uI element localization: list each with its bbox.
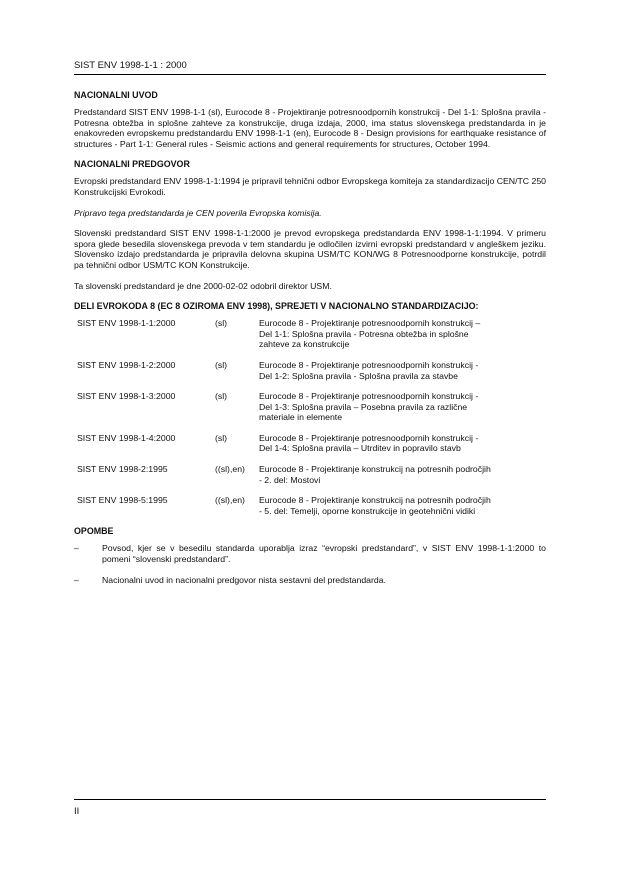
- title-line: Del 1-4: Splošna pravila – Utrditev in popravilo stavb: [259, 443, 461, 454]
- title-line: - 5. del: Temelji, oporne konstrukcije in geotehnični vidiki: [259, 505, 476, 516]
- title-line: Eurocode 8 - Projektiranje konstrukcij na potresnih področjih: [259, 495, 491, 506]
- standard-title: [259, 495, 546, 516]
- page-header: [74, 60, 546, 75]
- table-row: [74, 433, 546, 454]
- title-line: Eurocode 8 - Projektiranje potresnoodpornih konstrukcij -: [259, 432, 479, 443]
- language: ((sl),en): [215, 495, 245, 506]
- section-national-introduction: [74, 90, 546, 149]
- standard-code: SIST ENV 1998-5:1995: [77, 495, 168, 506]
- bullet-dash: –: [74, 574, 79, 585]
- language: (sl): [215, 359, 228, 370]
- title-line: Del 1-2: Splošna pravila - Splošna pravila za stavbe: [259, 370, 458, 381]
- table-row: [74, 464, 546, 485]
- section-heading: DELI EVROKODA 8 (EC 8 OZIROMA ENV 1998), SPREJETI V NACIONALNO STANDARDIZACIJO:: [74, 301, 479, 312]
- standard-code: SIST ENV 1998-1-2:2000: [77, 359, 176, 370]
- standard-title: [259, 360, 546, 381]
- title-line: zahteve za konstrukcije: [259, 339, 350, 350]
- list-item: [74, 543, 546, 564]
- standard-code: SIST ENV 1998-1-1:2000: [77, 318, 176, 329]
- section-heading: NACIONALNI UVOD: [74, 90, 158, 100]
- note-text: Nacionalni uvod in nacionalni predgovor nista sestavni del predstandarda.: [102, 574, 386, 585]
- table-row: [74, 360, 546, 381]
- table-row: [74, 318, 546, 350]
- title-line: - 2. del: Mostovi: [259, 474, 321, 485]
- title-line: Del 1-1: Splošna pravila - Potresna obtežba in splošne: [259, 328, 469, 339]
- parts-table: [74, 318, 546, 516]
- paragraph: Evropski predstandard ENV 1998-1-1:1994 je pripravil tehnični odbor Evropskega komiteja za standardizacijo CEN/TC 250 Konstrukcijski Evrokodi.: [74, 176, 546, 197]
- title-line: Eurocode 8 - Projektiranje potresnoodpornih konstrukcij -: [259, 391, 479, 402]
- standard-title: [259, 433, 546, 454]
- section-heading: NACIONALNI PREDGOVOR: [74, 159, 190, 170]
- table-row: [74, 495, 546, 516]
- standard-code: SIST ENV 1998-1-3:2000: [77, 391, 176, 402]
- paragraph: Slovenski predstandard SIST ENV 1998-1-1:2000 je prevod evropskega predstandarda ENV 1998-1-1:1994. V primeru spora glede besedila slovenskega prevoda v tem standardu je odločilen izvirni evropski predstandard v angleškem jeziku. Slovensko izdajo predstandarda je pripravila delovna skupina USM/TC KON/WG 8 Potresnoodporne konstrukcije, potrdil pa tehnični odbor USM/TC KON Konstrukcije.: [74, 228, 546, 270]
- section-notes: [74, 526, 546, 585]
- language: (sl): [215, 391, 228, 402]
- title-line: Eurocode 8 - Projektiranje potresnoodpornih konstrukcij -: [259, 359, 479, 370]
- section-eurocode-parts: [74, 301, 546, 516]
- document-code: SIST ENV 1998-1-1 : 2000: [74, 60, 187, 71]
- paragraph: Ta slovenski predstandard je dne 2000-02-02 odobril direktor USM.: [74, 280, 332, 291]
- list-item: [74, 575, 546, 586]
- page-footer: [74, 799, 546, 817]
- table-row: [74, 391, 546, 423]
- standard-title: [259, 318, 546, 350]
- paragraph: Predstandard SIST ENV 1998-1-1 (sl), Eurocode 8 - Projektiranje potresnoodpornih konstrukcij - Del 1-1: Splošna pravila - Potresna obtežba in splošne zahteve za konstrukcije, druga izdaja, 2000, ima status slovenskega predstandarda in je enakovreden evropskemu predstandardu ENV 1998-1-1 (en), Eurocode 8 - Design provisions for earthquake resistance of structures - Part 1-1: General rules - Seismic actions and general requirements for structures, October 1994.: [74, 107, 546, 149]
- title-line: materiale in elemente: [259, 412, 343, 423]
- standard-code: SIST ENV 1998-1-4:2000: [77, 432, 176, 443]
- language: (sl): [215, 318, 228, 329]
- title-line: Eurocode 8 - Projektiranje potresnoodpornih konstrukcij –: [259, 318, 481, 329]
- standard-title: [259, 464, 546, 485]
- section-heading: OPOMBE: [74, 526, 114, 537]
- paragraph-italic: Pripravo tega predstandarda je CEN poverila Evropska komisija.: [74, 207, 322, 218]
- section-national-foreword: [74, 159, 546, 291]
- language: (sl): [215, 432, 228, 443]
- bullet-dash: –: [74, 543, 79, 554]
- language: ((sl),en): [215, 464, 245, 475]
- standard-title: [259, 391, 546, 423]
- note-text: Povsod, kjer se v besedilu standarda uporablja izraz “evropski predstandard”, v SIST ENV 1998-1-1:2000 to pomeni “slovenski predstandard”.: [102, 543, 546, 565]
- title-line: Eurocode 8 - Projektiranje konstrukcij na potresnih področjih: [259, 464, 491, 475]
- page-number: II: [74, 806, 80, 817]
- standard-code: SIST ENV 1998-2:1995: [77, 464, 168, 475]
- document-body: [74, 90, 546, 595]
- title-line: Del 1-3: Splošna pravila – Posebna pravila za različne: [259, 401, 468, 412]
